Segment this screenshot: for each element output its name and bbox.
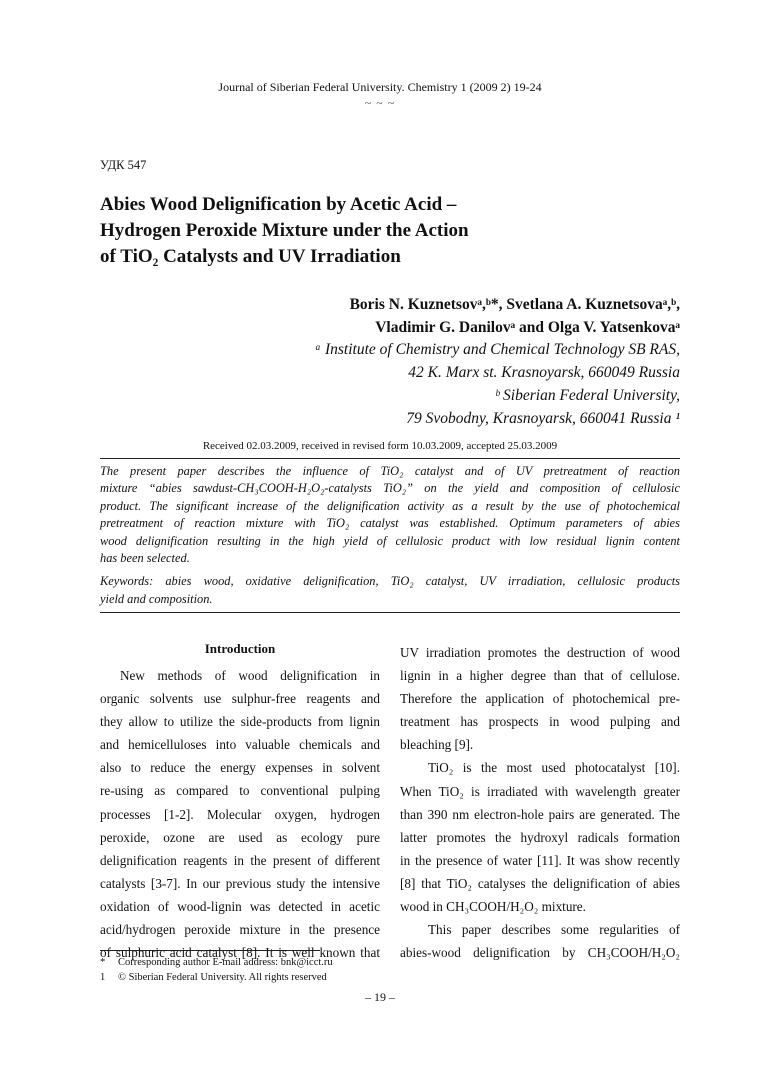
authors-line: Boris N. Kuznetsovᵃ,ᵇ*, Svetlana A. Kuznetsovaᵃ,ᵇ, — [349, 296, 680, 313]
body-line: When TiO₂ is irradiated with wavelength greater — [400, 783, 680, 799]
body-line: of sulphuric acid catalyst [8]. It is well known that — [100, 945, 380, 961]
abstract-line: wood delignification resulting in the high yield of cellulosic product with low residual lignin content — [100, 533, 680, 548]
header-ornament: ~ ~ ~ — [364, 96, 396, 110]
affiliation-line: 79 Svobodny, Krasnoyarsk, 660041 Russia ¹ — [406, 410, 680, 427]
title-line: Hydrogen Peroxide Mixture under the Action — [100, 220, 469, 241]
abstract-top-rule — [100, 458, 680, 459]
body-line: acid/hydrogen peroxide mixture in the presence — [100, 922, 380, 938]
body-line: UV irradiation promotes the destruction of wood — [400, 645, 680, 660]
footnote — [100, 955, 333, 970]
udk-code: УДК 547 — [100, 158, 147, 172]
body-line: bleaching [9]. — [400, 737, 474, 753]
footnote-text: © Siberian Federal University. All rights reserved — [118, 972, 327, 983]
body-line: lignin in a higher degree than that of cellulose. — [400, 668, 680, 684]
body-line: organic solvents use sulphur-free reagents and — [100, 691, 380, 707]
keywords-line: Keywords: abies wood, oxidative delignification, TiO₂ catalyst, UV irradiation, cellulosic products — [100, 574, 680, 589]
keywords-line: yield and composition. — [100, 591, 213, 606]
footnote-rule — [100, 950, 320, 951]
abstract-line: has been selected. — [100, 551, 190, 566]
journal-header: Journal of Siberian Federal University. Chemistry 1 (2009 2) 19-24 — [218, 80, 542, 94]
body-line: Therefore the application of photochemical pre- — [400, 691, 680, 707]
abstract-line: pretreatment of reaction mixture with TiO₂ catalyst was established. Optimum parameters of abies — [100, 516, 680, 531]
body-line: [8] that TiO₂ catalyses the delignification of abies — [400, 875, 680, 891]
affiliation-line: ᵃ Institute of Chemistry and Chemical Technology SB RAS, — [314, 341, 680, 358]
abstract — [100, 463, 680, 608]
abstract-line: product. The significant increase of the delignification activity as a result by the use of photochemical — [100, 498, 680, 513]
footnote-text: Corresponding author E-mail address: bnk@icct.ru — [118, 957, 333, 968]
footnote-mark: * — [100, 957, 106, 968]
body-line: they allow to utilize the side-products from lignin — [100, 714, 380, 730]
body-line: delignification reagents in the present of different — [100, 852, 380, 868]
body-line: peroxide, ozone are used as ecology pure — [100, 829, 380, 845]
affiliations — [315, 338, 680, 430]
affiliation-line: ᵇ Siberian Federal University, — [495, 387, 680, 404]
authors-line: Vladimir G. Danilovᵃ and Olga V. Yatsenkovaᵃ — [375, 319, 680, 336]
body-line: also to reduce the energy expenses in solvent — [100, 760, 380, 776]
body-line: New methods of wood delignification in — [120, 668, 380, 683]
received-dates: Received 02.03.2009, received in revised form 10.03.2009, accepted 25.03.2009 — [202, 440, 558, 452]
body-line: processes [1-2]. Molecular oxygen, hydrogen — [100, 806, 380, 822]
page-number: – 19 – — [365, 990, 395, 1004]
abstract-line: mixture “abies sawdust-CH₃COOH-H₂O₂-catalysts TiO₂” on the yield and composition of cellulosic — [100, 481, 680, 496]
title-line: of TiO₂ Catalysts and UV Irradiation — [100, 246, 401, 267]
affiliation-line: 42 K. Marx st. Krasnoyarsk, 660049 Russia — [408, 364, 680, 381]
body-line: TiO₂ is the most used photocatalyst [10]. — [428, 760, 680, 776]
paper-title — [100, 192, 660, 270]
body-line: oxidation of wood-lignin was detected in acetic — [100, 898, 380, 914]
body-line: wood in CH₃COOH/H₂O₂ mixture. — [400, 899, 586, 915]
abstract-line: The present paper describes the influence of TiO₂ catalyst and of UV pretreatment of reaction — [100, 464, 680, 478]
body-line: catalysts [3-7]. In our previous study the intensive — [100, 875, 380, 891]
body-line: re-using as compared to conventional pulping — [100, 783, 380, 799]
body-line: in the presence of water [11]. It was show recently — [400, 852, 680, 868]
body-line: and hemicelluloses into valuable chemicals and — [100, 737, 380, 753]
left-column — [100, 664, 380, 964]
body-line: treatment has prospects in wood pulping and — [400, 714, 680, 730]
body-line: abies-wood delignification by CH₃COOH/H₂O₂ — [400, 945, 680, 961]
right-column — [400, 641, 680, 964]
authors — [350, 293, 680, 339]
body-line: latter promotes the hydroxyl radicals formation — [400, 829, 680, 845]
body-line: than 390 nm electron-hole pairs are generated. The — [400, 806, 680, 822]
title-line: Abies Wood Delignification by Acetic Acid – — [100, 194, 457, 215]
body-line: This paper describes some regularities of — [428, 922, 680, 938]
footnote — [100, 970, 327, 985]
footnote-mark: 1 — [100, 972, 106, 983]
abstract-bottom-rule — [100, 612, 680, 613]
section-heading-introduction: Introduction — [204, 641, 276, 656]
